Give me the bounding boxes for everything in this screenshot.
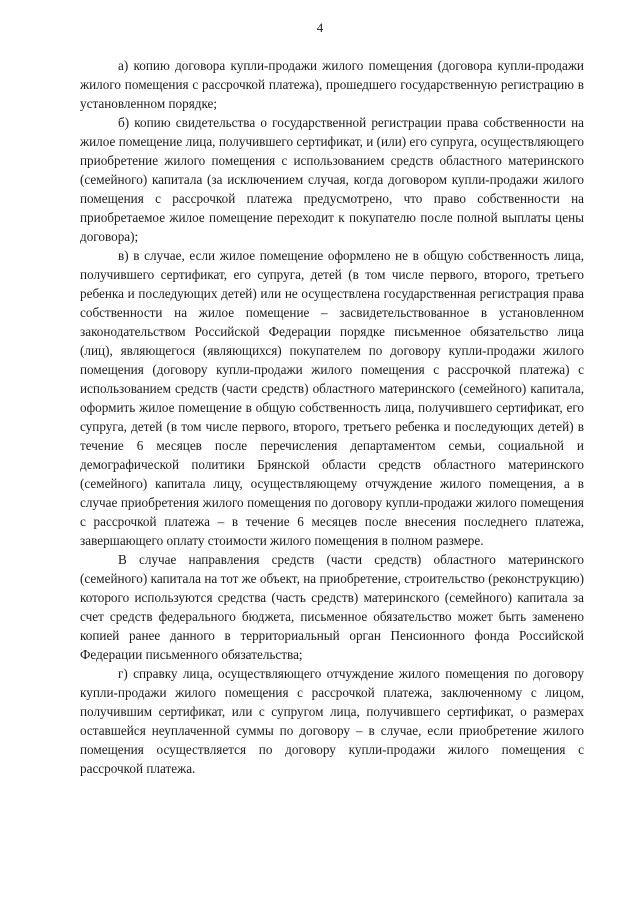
paragraph-a: а) копию договора купли-продажи жилого помещения (договора купли-продажи жилого помещения с рассрочкой платежа), прошедшего государственную регистрацию в установленном порядке; xyxy=(80,58,584,111)
paragraph-b: б) копию свидетельства о государственной регистрации права собственности на жилое помещение лица, получившего сертификат, и (или) его супруга, осуществляющего приобретение жилого помещения с использованием средств областного материнского (семейного) капитала (за исключением случая, когда договором купли-продажи жилого помещения с рассрочкой платежа предусмотрено, что право собственности на приобретаемое жилое помещение переходит к покупателю после полной выплаты цены договора); xyxy=(80,115,584,244)
page-number: 4 xyxy=(316,20,324,35)
paragraph-replacement-note: В случае направления средств (части средств) областного материнского (семейного) капитала на тот же объект, на приобретение, строительство (реконструкцию) которого используются средства (часть средств) материнского (семейного) капитала за счет средств федерального бюджета, письменное обязательство может быть заменено копией ранее данного в территориальный орган Пенсионного фонда Российской Федерации письменного обязательства; xyxy=(80,552,584,662)
paragraph-v: в) в случае, если жилое помещение оформлено не в общую собственность лица, получившего сертификат, его супруга, детей (в том числе первого, второго, третьего ребенка и последующих детей) или не осуществлена государственная регистрация права собственности на жилое помещение – засвидетельствованное в установленном законодательством Российской Федерации порядке письменное обязательство лица (лиц), являющегося (являющихся) покупателем по договору купли-продажи жилого помещения (договору купли-продажи жилого помещения с рассрочкой платежа) с использованием средств (части средств) областного материнского (семейного) капитала, оформить жилое помещение в общую собственность лица, получившего сертификат, его супруга, детей (в том числе первого, второго, третьего ребенка и последующих детей) в течение 6 месяцев после перечисления департаментом семьи, социальной и демографической политики Брянской области средств областного материнского (семейного) капитала лицу, осуществляющему отчуждение жилого помещения, а в случае приобретения жилого помещения по договору купли-продажи жилого помещения с рассрочкой платежа – в течение 6 месяцев после внесения последнего платежа, завершающего оплату стоимости жилого помещения в полном размере. xyxy=(80,248,584,548)
document-body xyxy=(80,56,584,778)
paragraph-g: г) справку лица, осуществляющего отчуждение жилого помещения по договору купли-продажи жилого помещения с рассрочкой платежа, заключенному с лицом, получившим сертификат, или с супругом лица, получившего сертификат, о размерах оставшейся неуплаченной суммы по договору – в случае, если приобретение жилого помещения осуществляется по договору купли-продажи жилого помещения с рассрочкой платежа. xyxy=(80,666,584,776)
